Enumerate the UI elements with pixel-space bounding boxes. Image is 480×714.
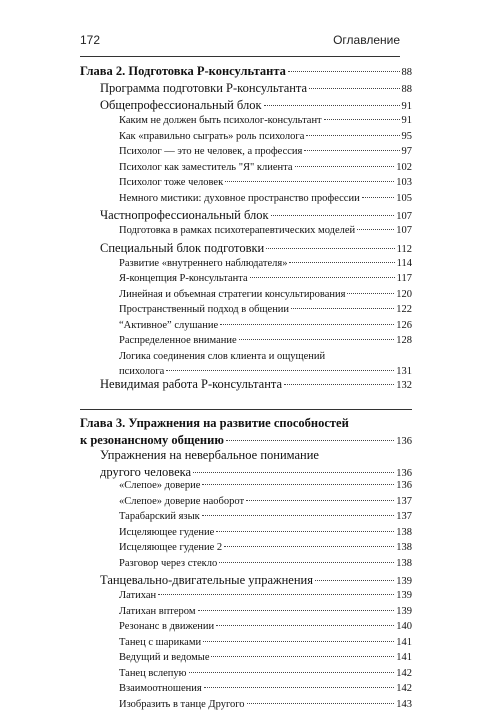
chapter-divider: [80, 409, 412, 410]
toc-chapter-title: Глава 2. Подготовка Р-консультанта: [80, 64, 286, 79]
dot-leader: [198, 610, 395, 611]
toc-subsection-title: Развитие «внутреннего наблюдателя»: [119, 258, 287, 269]
toc-subsection-entry[interactable]: [80, 542, 412, 558]
toc-subsection-page: 142: [396, 668, 412, 679]
toc-subsection-title: психолога: [119, 366, 164, 377]
toc-section-entry[interactable]: [80, 208, 412, 225]
dot-leader: [284, 384, 394, 385]
toc-subsection-page: 102: [396, 162, 412, 173]
dot-leader: [291, 308, 394, 309]
toc-chapter-title-line1: Глава 3. Упражнения на развитие способностей: [80, 416, 412, 433]
dot-leader: [250, 277, 395, 278]
toc-subsection-page: 138: [396, 542, 412, 553]
dot-leader: [211, 656, 394, 657]
dot-leader: [357, 229, 394, 230]
toc-subsection-title: Психолог тоже человек: [119, 177, 223, 188]
toc-section-title: Общепрофессиональный блок: [100, 98, 262, 113]
toc-subsection-page: 114: [397, 258, 412, 269]
dot-leader: [202, 515, 395, 516]
toc-subsection-title: Психолог как заместитель "Я" клиента: [119, 162, 293, 173]
toc-section-title: другого человека: [100, 465, 191, 480]
toc-chapter-page: 88: [402, 67, 413, 78]
toc-subsection-entry[interactable]: [80, 320, 412, 336]
dot-leader: [202, 484, 394, 485]
toc-subsection-title: «Слепое» доверие: [119, 480, 200, 491]
dot-leader: [304, 150, 399, 151]
toc-subsection-page: 103: [396, 177, 412, 188]
dot-leader: [315, 580, 394, 581]
dot-leader: [158, 594, 394, 595]
toc-subsection-page: 140: [396, 621, 412, 632]
toc-section-title-line1: Упражнения на невербальное понимание: [100, 448, 412, 465]
toc-subsection-title: Исцеляющее гудение 2: [119, 542, 222, 553]
toc-subsection-entry[interactable]: [80, 606, 412, 622]
toc-subsection-entry[interactable]: [80, 699, 412, 714]
toc-subsection-page: 128: [396, 335, 412, 346]
toc-section-title: Специальный блок подготовки: [100, 241, 264, 256]
toc-subsection-title: Подготовка в рамках психотерапевтических моделей: [119, 225, 355, 236]
chapter-gap: [80, 394, 412, 409]
toc-subsection-page: 126: [396, 320, 412, 331]
dot-leader: [189, 672, 395, 673]
dot-leader: [226, 440, 394, 441]
toc-section-page: 139: [396, 576, 412, 587]
dot-leader: [225, 181, 394, 182]
toc-section-page: 136: [396, 468, 412, 479]
dot-leader: [306, 135, 399, 136]
toc-section-title: Танцевально-двигательные упражнения: [100, 573, 313, 588]
toc-subsection-entry[interactable]: [80, 527, 412, 543]
dot-leader: [193, 472, 394, 473]
toc-subsection-page: 143: [396, 699, 412, 710]
toc-subsection-page: 107: [396, 225, 412, 236]
toc-subsection-entry[interactable]: [80, 162, 412, 178]
toc-subsection-title: Тарабарский язык: [119, 511, 200, 522]
toc-subsection-entry[interactable]: [80, 511, 412, 527]
toc-subsection-title: Латихан: [119, 590, 156, 601]
table-of-contents: [80, 64, 412, 714]
toc-subsection-entry[interactable]: [80, 335, 412, 351]
toc-section-entry[interactable]: [80, 573, 412, 590]
toc-subsection-title: Я-концепция Р-консультанта: [119, 273, 248, 284]
toc-section-entry[interactable]: [80, 98, 412, 115]
toc-subsection-title: Психолог — это не человек, а профессия: [119, 146, 302, 157]
toc-section-title: Программа подготовки Р-консультанта: [100, 81, 307, 96]
toc-section-page: 107: [396, 211, 412, 222]
toc-subsection-page: 138: [396, 527, 412, 538]
dot-leader: [239, 339, 395, 340]
toc-subsection-title: Ведущий и ведомые: [119, 652, 209, 663]
toc-section-entry[interactable]: [80, 81, 412, 98]
toc-subsection-title: Латихан вптером: [119, 606, 196, 617]
dot-leader: [220, 324, 394, 325]
toc-section-page: 88: [402, 84, 413, 95]
toc-subsection-title: Изобразить в танце Другого: [119, 699, 245, 710]
toc-subsection-entry[interactable]: [80, 258, 412, 274]
toc-subsection-page: 97: [402, 146, 413, 157]
running-title: Оглавление: [333, 33, 400, 47]
dot-leader: [266, 248, 394, 249]
dot-leader: [288, 71, 400, 72]
toc-subsection-page: 141: [396, 637, 412, 648]
toc-subsection-title: Распределенное внимание: [119, 335, 237, 346]
dot-leader: [309, 88, 399, 89]
toc-subsection-title-line1: Логика соединения слов клиента и ощущений: [119, 351, 412, 367]
toc-subsection-page: 136: [396, 480, 412, 491]
toc-section-page: 132: [396, 380, 412, 391]
toc-subsection-page: 117: [397, 273, 412, 284]
dot-leader: [324, 119, 400, 120]
toc-chapter-entry[interactable]: [80, 64, 412, 81]
toc-section-entry[interactable]: [80, 448, 412, 480]
dot-leader: [295, 166, 395, 167]
toc-subsection-title: Как «правильно сыграть» роль психолога: [119, 131, 304, 142]
toc-subsection-entry[interactable]: [80, 115, 412, 131]
toc-subsection-entry[interactable]: [80, 146, 412, 162]
toc-chapter-entry[interactable]: [80, 416, 412, 448]
dot-leader: [224, 546, 394, 547]
dot-leader: [289, 262, 394, 263]
dot-leader: [347, 293, 394, 294]
dot-leader: [271, 215, 395, 216]
toc-subsection-entry[interactable]: [80, 683, 412, 699]
toc-subsection-entry[interactable]: [80, 590, 412, 606]
dot-leader: [216, 531, 394, 532]
toc-subsection-title: “Активное” слушание: [119, 320, 218, 331]
dot-leader: [204, 687, 395, 688]
toc-subsection-entry[interactable]: [80, 273, 412, 289]
toc-subsection-entry[interactable]: [80, 496, 412, 512]
toc-chapter-title: к резонансному общению: [80, 433, 224, 448]
toc-subsection-entry[interactable]: [80, 351, 412, 378]
dot-leader: [362, 197, 395, 198]
toc-subsection-page: 122: [396, 304, 412, 315]
toc-subsection-title: Резонанс в движении: [119, 621, 214, 632]
dot-leader: [203, 641, 394, 642]
dot-leader: [219, 562, 394, 563]
toc-section-page: 91: [402, 101, 413, 112]
toc-subsection-page: 105: [396, 193, 412, 204]
dot-leader: [246, 500, 394, 501]
toc-subsection-entry[interactable]: [80, 480, 412, 496]
toc-subsection-title: Каким не должен быть психолог-консультант: [119, 115, 322, 126]
toc-subsection-entry[interactable]: [80, 225, 412, 241]
toc-subsection-page: 95: [402, 131, 413, 142]
toc-section-title: Невидимая работа Р-консультанта: [100, 377, 282, 392]
header-divider: [80, 56, 400, 57]
toc-subsection-page: 91: [402, 115, 413, 126]
toc-subsection-entry[interactable]: [80, 289, 412, 305]
dot-leader: [247, 703, 395, 704]
toc-subsection-entry[interactable]: [80, 621, 412, 637]
running-header: [80, 33, 400, 49]
toc-subsection-title: Исцеляющее гудение: [119, 527, 214, 538]
toc-subsection-title: Немного мистики: духовное пространство профессии: [119, 193, 360, 204]
toc-chapter-page: 136: [396, 436, 412, 447]
toc-subsection-page: 120: [396, 289, 412, 300]
toc-subsection-entry[interactable]: [80, 668, 412, 684]
toc-subsection-page: 137: [396, 511, 412, 522]
page-number: 172: [80, 33, 100, 47]
toc-subsection-entry[interactable]: [80, 304, 412, 320]
toc-subsection-title: Линейная и объемная стратегии консультирования: [119, 289, 345, 300]
toc-subsection-entry[interactable]: [80, 177, 412, 193]
toc-section-title: Частнопрофессиональный блок: [100, 208, 269, 223]
toc-subsection-page: 139: [396, 590, 412, 601]
dot-leader: [264, 105, 400, 106]
toc-subsection-page: 142: [396, 683, 412, 694]
toc-subsection-title: Разговор через стекло: [119, 558, 217, 569]
toc-subsection-page: 139: [396, 606, 412, 617]
toc-subsection-page: 131: [396, 366, 412, 377]
toc-section-entry[interactable]: [80, 241, 412, 258]
toc-subsection-page: 141: [396, 652, 412, 663]
toc-subsection-page: 137: [396, 496, 412, 507]
toc-section-page: 112: [397, 244, 412, 255]
toc-subsection-entry[interactable]: [80, 652, 412, 668]
toc-subsection-title: Пространственный подход в общении: [119, 304, 289, 315]
toc-subsection-entry[interactable]: [80, 193, 412, 209]
toc-subsection-title: «Слепое» доверие наоборот: [119, 496, 244, 507]
dot-leader: [216, 625, 394, 626]
toc-subsection-entry[interactable]: [80, 131, 412, 147]
toc-section-entry[interactable]: [80, 377, 412, 394]
dot-leader: [166, 370, 394, 371]
toc-subsection-title: Танец с шариками: [119, 637, 201, 648]
toc-subsection-title: Взаимоотношения: [119, 683, 202, 694]
toc-subsection-page: 138: [396, 558, 412, 569]
toc-subsection-entry[interactable]: [80, 558, 412, 574]
toc-subsection-title: Танец вслепую: [119, 668, 187, 679]
